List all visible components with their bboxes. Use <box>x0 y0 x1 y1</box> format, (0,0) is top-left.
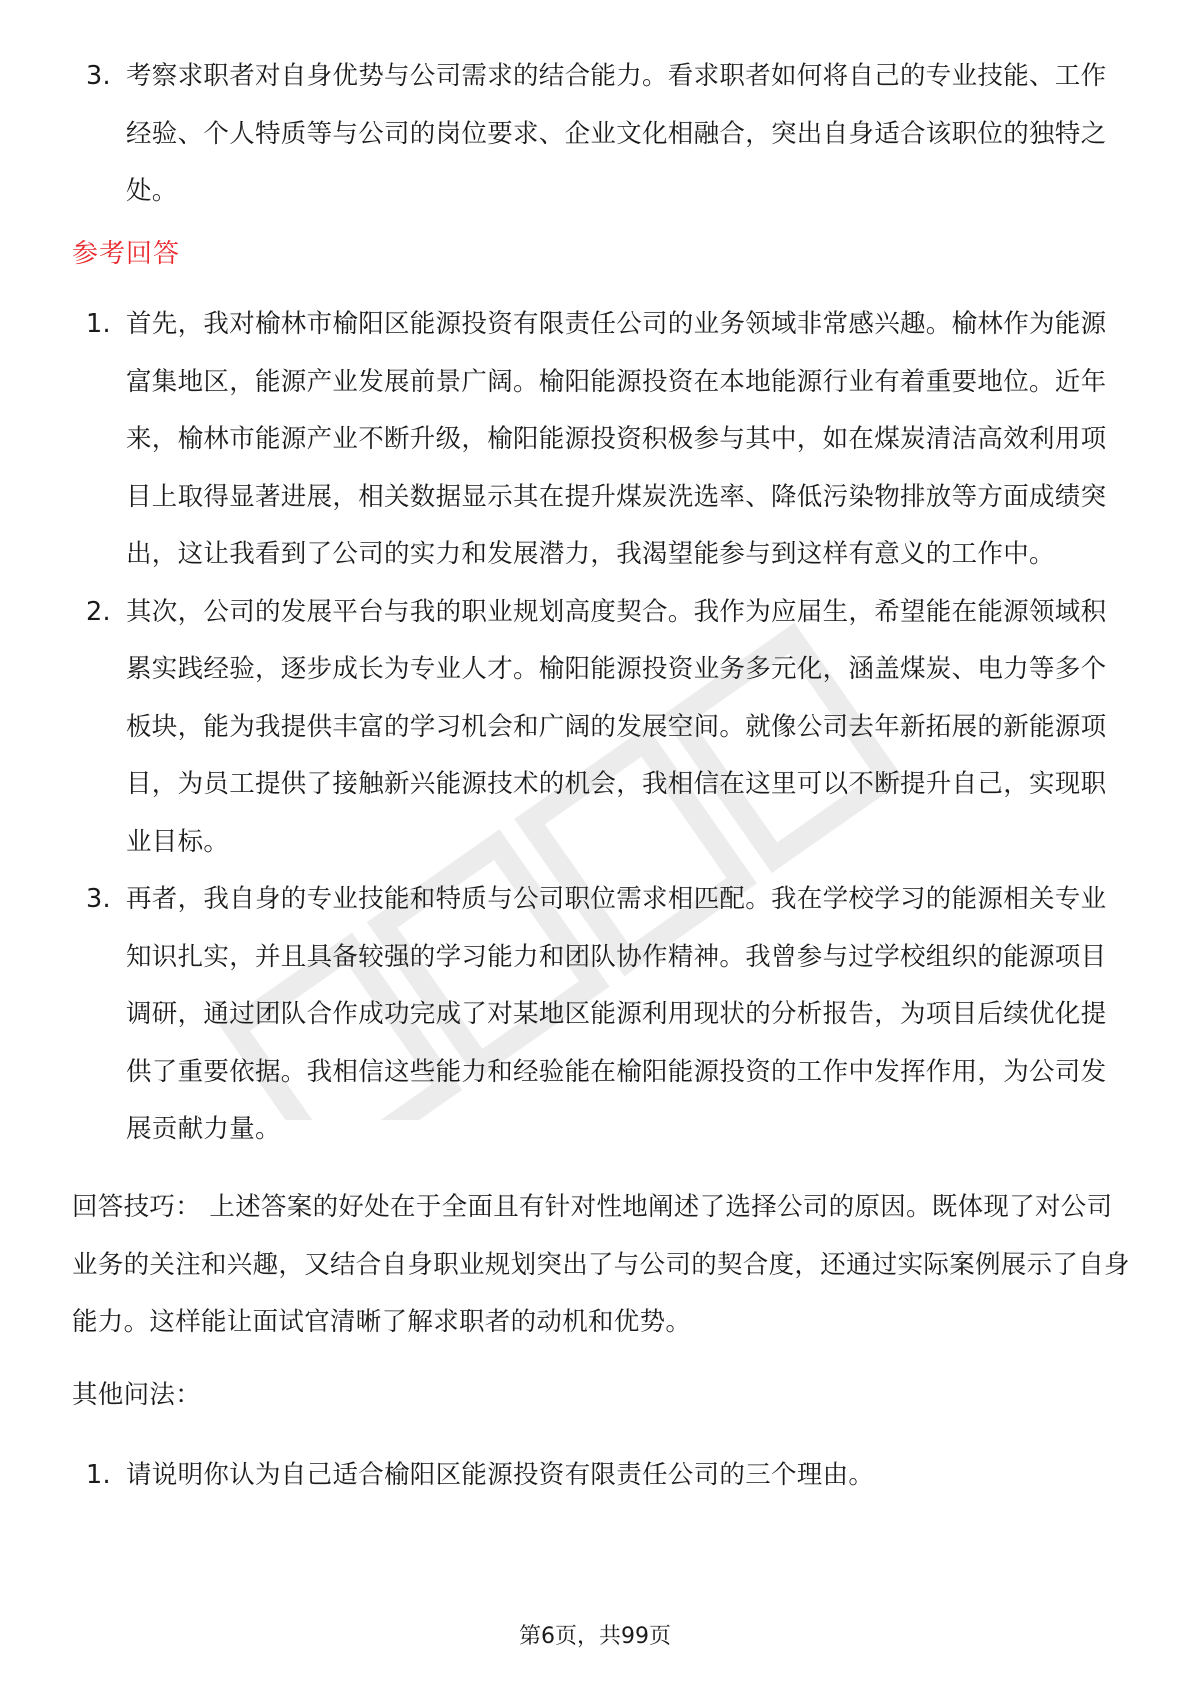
criteria-list <box>72 48 1122 221</box>
list-number: 3. <box>86 61 111 91</box>
list-number: 2. <box>86 596 111 627</box>
answer-text: 再者，我自身的专业技能和特质与公司职位需求相匹配。我在学校学习的能源相关专业知识扎实，并且具备较强的学习能力和团队协作精神。我曾参与过学校组织的能源项目调研，通过团队合作成功完成了对某地区能源利用现状的分析报告，为项目后续优化提供了重要依据。我相信这些能力和经验能在榆阳能源投资的工作中发挥作用，为公司发展贡献力量。 <box>126 884 1107 1144</box>
reference-answer-heading: 参考回答 <box>72 239 181 269</box>
list-number: 1. <box>86 309 111 339</box>
answer-text: 其次，公司的发展平台与我的职业规划高度契合。我作为应届生，希望能在能源领域积累实践经验，逐步成长为专业人才。榆阳能源投资业务多元化，涵盖煤炭、电力等多个板块，能为我提供丰富的学习机会和广阔的发展空间。就像公司去年新拓展的新能源项目，为员工提供了接触新兴能源技术的机会，我相信在这里可以不断提升自己，实现职业目标。 <box>126 596 1107 857</box>
answer-item <box>72 296 1122 584</box>
answer-item <box>72 871 1122 1159</box>
list-number: 1. <box>86 1460 111 1490</box>
page-footer: 第6页，共99页 <box>519 1624 671 1649</box>
answer-list <box>72 296 1122 1159</box>
other-question-item <box>72 1447 1122 1505</box>
answer-tips-paragraph: 回答技巧： 上述答案的好处在于全面且有针对性地阐述了选择公司的原因。既体现了对公司业务的关注和兴趣，又结合自身职业规划突出了与公司的契合度，还通过实际案例展示了自身能力。这样能让面试官清晰了解求职者的动机和优势。 <box>72 1192 1130 1337</box>
criteria-item <box>72 48 1122 221</box>
criteria-text: 考察求职者对自身优势与公司需求的结合能力。看求职者如何将自己的专业技能、工作经验、个人特质等与公司的岗位要求、企业文化相融合，突出自身适合该职位的独特之处。 <box>126 61 1107 206</box>
answer-item <box>72 584 1122 872</box>
list-number: 3. <box>86 884 111 914</box>
other-questions-list <box>72 1447 1122 1505</box>
other-question-text: 请说明你认为自己适合榆阳区能源投资有限责任公司的三个理由。 <box>126 1460 875 1490</box>
answer-text: 首先，我对榆林市榆阳区能源投资有限责任公司的业务领域非常感兴趣。榆林作为能源富集地区，能源产业发展前景广阔。榆阳能源投资在本地能源行业有着重要地位。近年来，榆林市能源产业不断升级，榆阳能源投资积极参与其中，如在煤炭清洁高效利用项目上取得显著进展，相关数据显示其在提升煤炭洗选率、降低污染物排放等方面成绩突出，这让我看到了公司的实力和发展潜力，我渴望能参与到这样有意义的工作中。 <box>126 309 1107 569</box>
other-questions-heading: 其他问法： <box>72 1380 202 1410</box>
